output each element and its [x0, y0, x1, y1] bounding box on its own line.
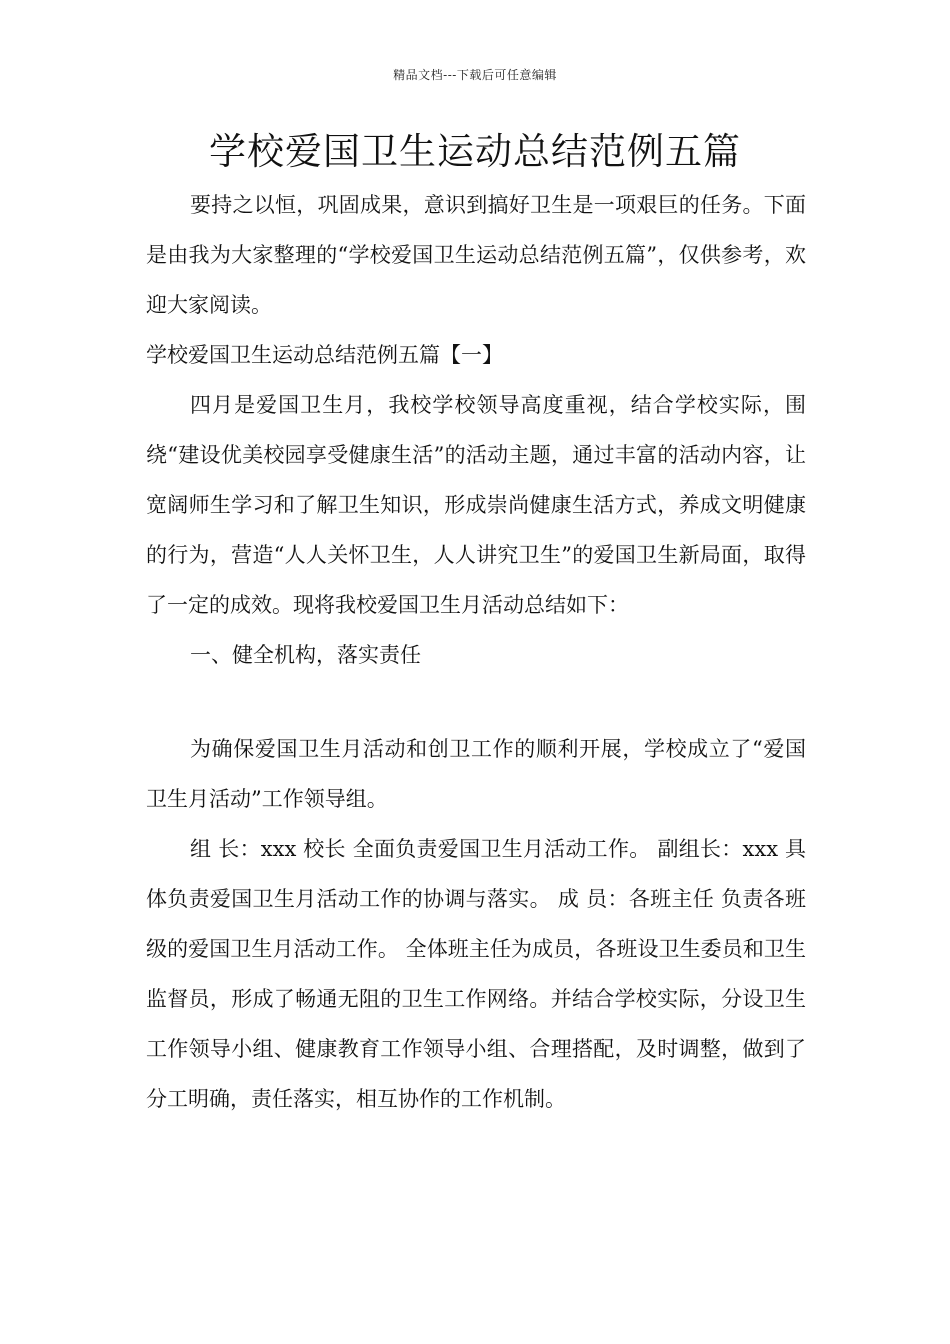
paragraph-3: 组 长：xxx 校长 全面负责爱国卫生月活动工作。 副组长：xxx 具体负责爱国卫生月活动工作的协调与落实。 成 员：各班主任 负责各班级的爱国卫生月活动工作。 全体班主任为成员，各班设卫生委员和卫生监督员，形成了畅通无阻的卫生工作网络。并结合学校实际，分设卫生工作领导小组、健康教育工作领导小组、合理搭配，及时调整，做到了分工明确，责任落实，相互协作的工作机制。 — [146, 837, 806, 1111]
document-title: 学校爱国卫生运动总结范例五篇 — [209, 130, 741, 173]
paragraph-1: 四月是爱国卫生月，我校学校领导高度重视，结合学校实际，围绕“建设优美校园享受健康生活”的活动主题，通过丰富的活动内容，让宽阔师生学习和了解卫生知识，形成崇尚健康生活方式，养成文明健康的行为，营造“人人关怀卫生，人人讲究卫生”的爱国卫生新局面，取得了一定的成效。现将我校爱国卫生月活动总结如下： — [146, 393, 806, 617]
document-body — [146, 180, 806, 1124]
page-watermark: 精品文档---下载后可任意编辑 — [393, 68, 557, 82]
intro-paragraph: 要持之以恒，巩固成果，意识到搞好卫生是一项艰巨的任务。下面是由我为大家整理的“学校爱国卫生运动总结范例五篇”，仅供参考，欢迎大家阅读。 — [146, 193, 806, 317]
section-gap — [146, 680, 806, 724]
subheading-1: 一、健全机构，落实责任 — [190, 643, 421, 667]
paragraph-2: 为确保爱国卫生月活动和创卫工作的顺利开展，学校成立了“爱国卫生月活动”工作领导组。 — [146, 737, 806, 811]
section-heading: 学校爱国卫生运动总结范例五篇【一】 — [146, 343, 503, 367]
